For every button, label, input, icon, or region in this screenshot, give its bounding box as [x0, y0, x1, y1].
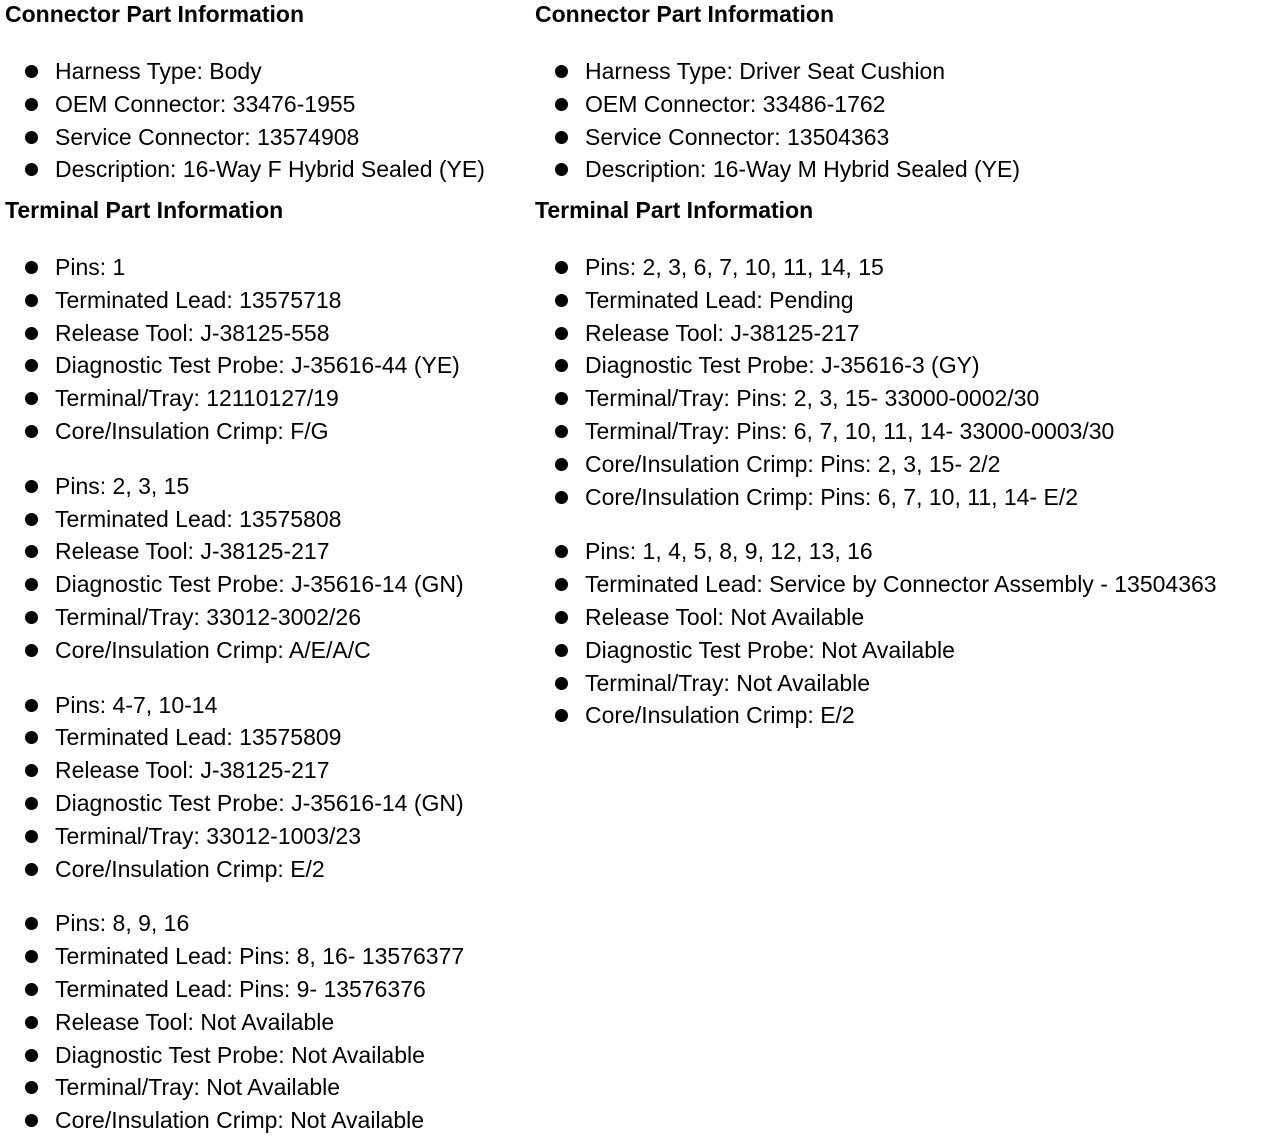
bullet-icon [25, 425, 38, 438]
list-item [535, 251, 1280, 284]
list-item-text: Pins: 1, 4, 5, 8, 9, 12, 13, 16 [585, 538, 873, 565]
list-item [5, 1104, 530, 1137]
list-item [535, 601, 1280, 634]
list-item [5, 55, 530, 88]
bullet-icon [25, 131, 38, 144]
right-connector-list [535, 55, 1280, 186]
list-item-text: Pins: 2, 3, 6, 7, 10, 11, 14, 15 [585, 254, 884, 280]
list-item [5, 153, 530, 186]
bullet-icon [25, 578, 38, 591]
list-item [5, 721, 530, 754]
list-item [5, 503, 530, 536]
list-item [535, 568, 1280, 601]
list-item-text: Core/Insulation Crimp: E/2 [585, 702, 855, 729]
left-column [5, 0, 530, 1137]
bullet-icon [25, 513, 38, 526]
bullet-icon [25, 983, 38, 996]
list-item-text: Diagnostic Test Probe: Not Available [55, 1041, 425, 1068]
bullet-icon [25, 830, 38, 843]
terminal-group-list [5, 470, 530, 667]
list-item [535, 481, 1280, 514]
list-item [535, 699, 1280, 732]
list-item [5, 251, 530, 284]
bullet-icon [25, 261, 38, 274]
bullet-icon [25, 163, 38, 176]
bullet-icon [25, 917, 38, 930]
list-item [535, 153, 1280, 186]
list-item-text: Diagnostic Test Probe: J-35616-14 (GN) [55, 789, 464, 816]
terminal-group-list [5, 689, 530, 886]
list-item-text: Harness Type: Body [55, 58, 262, 84]
bullet-icon [555, 491, 568, 504]
list-item [535, 121, 1280, 154]
terminal-group-list [5, 907, 530, 1137]
bullet-icon [25, 699, 38, 712]
list-item-text: Harness Type: Driver Seat Cushion [585, 58, 946, 84]
bullet-icon [25, 545, 38, 558]
list-item-text: Terminated Lead: 13575809 [55, 724, 342, 751]
list-item-text: Description: 16-Way F Hybrid Sealed (YE) [55, 156, 485, 183]
list-item [5, 382, 530, 415]
list-item [5, 535, 530, 568]
list-item-text: Release Tool: Not Available [55, 1008, 335, 1035]
list-item-text: Diagnostic Test Probe: J-35616-3 (GY) [585, 352, 980, 379]
list-item-text: Terminated Lead: 13575718 [55, 286, 342, 313]
list-item-text: Release Tool: J-38125-558 [55, 319, 330, 346]
bullet-icon [555, 261, 568, 274]
list-item [5, 317, 530, 350]
list-item [535, 284, 1280, 317]
list-item-text: Terminal/Tray: Not Available [55, 1074, 341, 1101]
list-item [5, 634, 530, 667]
list-item [535, 88, 1280, 121]
list-item-text: Terminated Lead: Pins: 8, 16- 13576377 [55, 943, 465, 970]
list-item [5, 907, 530, 940]
list-item-text: Terminal/Tray: Not Available [585, 669, 871, 696]
terminal-group-list [535, 535, 1280, 732]
bullet-icon [25, 1016, 38, 1029]
list-item [535, 382, 1280, 415]
list-item-text: Service Connector: 13574908 [55, 123, 360, 150]
list-item-text: Service Connector: 13504363 [585, 123, 890, 150]
bullet-icon [25, 764, 38, 777]
bullet-icon [25, 327, 38, 340]
list-item [535, 448, 1280, 481]
list-item-text: Core/Insulation Crimp: Pins: 6, 7, 10, 11, 14- E/2 [585, 483, 1079, 510]
bullet-icon [25, 294, 38, 307]
list-item-text: Release Tool: J-38125-217 [55, 757, 330, 784]
list-item-text: Pins: 2, 3, 15 [55, 472, 190, 499]
list-item-text: Release Tool: J-38125-217 [585, 319, 860, 346]
list-item-text: Diagnostic Test Probe: J-35616-44 (YE) [55, 352, 460, 379]
list-item-text: Terminal/Tray: 12110127/19 [55, 385, 339, 412]
bullet-icon [555, 359, 568, 372]
right-column [535, 0, 1280, 732]
left-connector-list [5, 55, 530, 186]
list-item-text: OEM Connector: 33486-1762 [585, 90, 886, 117]
list-item-text: Pins: 4-7, 10-14 [55, 691, 218, 718]
list-item [535, 535, 1280, 568]
list-item-text: Release Tool: Not Available [585, 603, 865, 630]
list-item-text: Terminal/Tray: 33012-1003/23 [55, 822, 361, 849]
list-item [535, 349, 1280, 382]
terminal-group-list [5, 251, 530, 448]
bullet-icon [25, 392, 38, 405]
list-item [5, 787, 530, 820]
bullet-icon [555, 709, 568, 722]
left-terminal-section [5, 196, 530, 1137]
list-item-text: Diagnostic Test Probe: Not Available [585, 636, 955, 663]
bullet-icon [25, 1114, 38, 1127]
list-item [5, 601, 530, 634]
list-item [5, 940, 530, 973]
bullet-icon [555, 294, 568, 307]
list-item-text: Terminal/Tray: 33012-3002/26 [55, 603, 361, 630]
bullet-icon [555, 545, 568, 558]
bullet-icon [555, 98, 568, 111]
list-item-text: Terminated Lead: Pins: 9- 13576376 [55, 975, 426, 1002]
bullet-icon [25, 950, 38, 963]
list-item-text: Pins: 1 [55, 254, 126, 280]
right-terminal-heading: Terminal Part Information [535, 197, 814, 223]
list-item-text: Terminal/Tray: Pins: 2, 3, 15- 33000-0002/30 [585, 385, 1040, 412]
list-item [5, 470, 530, 503]
list-item [5, 820, 530, 853]
list-item [5, 284, 530, 317]
bullet-icon [555, 163, 568, 176]
list-item [5, 415, 530, 448]
list-item [5, 568, 530, 601]
list-item-text: Core/Insulation Crimp: A/E/A/C [55, 636, 371, 663]
right-terminal-section [535, 196, 1280, 732]
bullet-icon [25, 98, 38, 111]
terminal-group-list [535, 251, 1280, 513]
left-terminal-heading: Terminal Part Information [5, 197, 284, 223]
list-item [5, 853, 530, 886]
list-item-text: Description: 16-Way M Hybrid Sealed (YE) [585, 156, 1021, 183]
bullet-icon [25, 65, 38, 78]
list-item [5, 349, 530, 382]
list-item [5, 88, 530, 121]
bullet-icon [555, 327, 568, 340]
bullet-icon [25, 797, 38, 810]
left-terminal-groups [5, 251, 530, 1137]
list-item [5, 121, 530, 154]
list-item-text: Diagnostic Test Probe: J-35616-14 (GN) [55, 571, 464, 598]
bullet-icon [25, 1081, 38, 1094]
list-item [5, 1039, 530, 1072]
right-connector-section [535, 0, 1280, 196]
list-item [5, 1071, 530, 1104]
list-item [535, 634, 1280, 667]
bullet-icon [25, 644, 38, 657]
bullet-icon [555, 677, 568, 690]
list-item-text: Terminal/Tray: Pins: 6, 7, 10, 11, 14- 33000-0003/30 [585, 417, 1115, 444]
bullet-icon [25, 480, 38, 493]
bullet-icon [555, 392, 568, 405]
list-item-text: Pins: 8, 9, 16 [55, 910, 190, 937]
list-item [535, 317, 1280, 350]
right-connector-heading: Connector Part Information [535, 1, 835, 27]
bullet-icon [555, 425, 568, 438]
left-connector-heading: Connector Part Information [5, 1, 305, 27]
list-item-text: Core/Insulation Crimp: F/G [55, 417, 329, 444]
bullet-icon [555, 131, 568, 144]
list-item [535, 415, 1280, 448]
list-item-text: Core/Insulation Crimp: E/2 [55, 855, 325, 882]
list-item [5, 689, 530, 722]
list-item [535, 667, 1280, 700]
list-item-text: Terminated Lead: Pending [585, 286, 854, 313]
left-connector-section [5, 0, 530, 196]
list-item-text: Terminated Lead: 13575808 [55, 505, 342, 532]
list-item-text: Core/Insulation Crimp: Not Available [55, 1107, 425, 1134]
list-item [5, 754, 530, 787]
bullet-icon [25, 611, 38, 624]
right-terminal-groups [535, 251, 1280, 732]
list-item [5, 973, 530, 1006]
bullet-icon [25, 359, 38, 372]
bullet-icon [555, 611, 568, 624]
bullet-icon [555, 65, 568, 78]
bullet-icon [555, 644, 568, 657]
list-item-text: Core/Insulation Crimp: Pins: 2, 3, 15- 2/2 [585, 450, 1001, 477]
list-item-text: OEM Connector: 33476-1955 [55, 90, 356, 117]
list-item [535, 55, 1280, 88]
bullet-icon [25, 731, 38, 744]
list-item-text: Terminated Lead: Service by Connector Assembly - 13504363 [585, 571, 1217, 598]
list-item [5, 1006, 530, 1039]
bullet-icon [555, 458, 568, 471]
bullet-icon [25, 863, 38, 876]
bullet-icon [555, 578, 568, 591]
list-item-text: Release Tool: J-38125-217 [55, 538, 330, 565]
bullet-icon [25, 1049, 38, 1062]
